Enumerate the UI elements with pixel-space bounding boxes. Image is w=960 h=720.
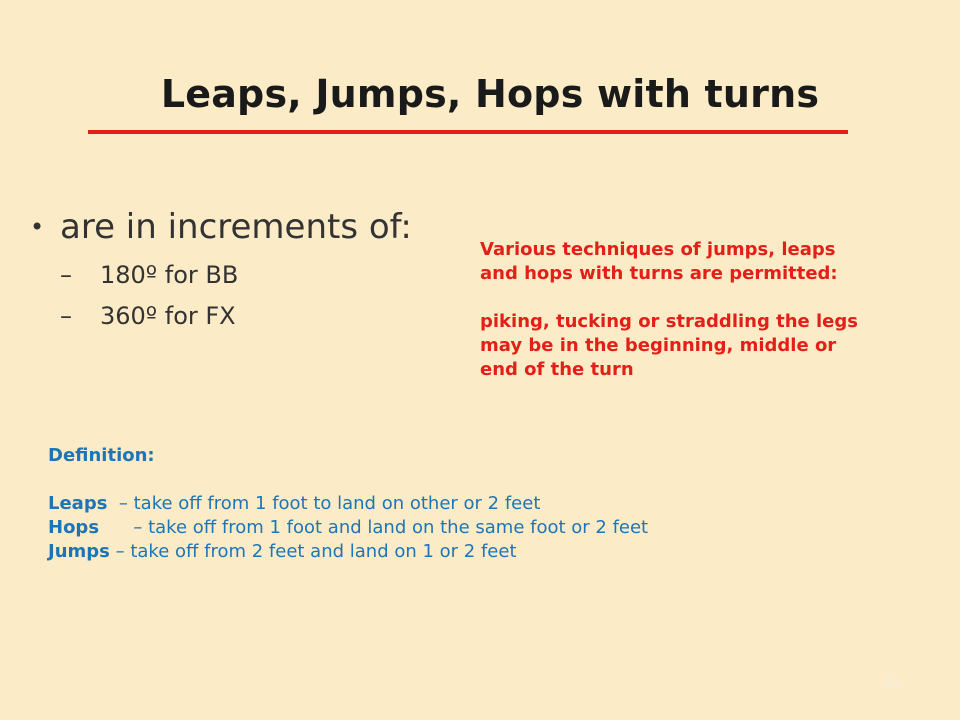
dash-icon: – bbox=[60, 302, 72, 330]
definition-row-leaps bbox=[48, 492, 648, 516]
definition-text: – take off from 1 foot to land on other or 2 feet bbox=[107, 493, 541, 514]
technique-note-paragraph-1: Various techniques of jumps, leaps and hops with turns are permitted: bbox=[480, 239, 838, 284]
definition-term: Leaps bbox=[48, 493, 108, 514]
technique-note-paragraph-2: piking, tucking or straddling the legs may be in the beginning, middle or end of the turn bbox=[480, 311, 858, 380]
slide-title: Leaps, Jumps, Hops with turns bbox=[160, 72, 820, 116]
definition-term: Hops bbox=[48, 517, 100, 538]
definition-heading: Definition: bbox=[48, 445, 155, 466]
sub-bullet-list bbox=[30, 257, 412, 334]
technique-note bbox=[480, 238, 940, 382]
title-underline bbox=[88, 130, 848, 134]
definition-row-jumps bbox=[48, 540, 648, 564]
sub-bullet-text: 180º for BB bbox=[100, 261, 239, 289]
definition-text: – take off from 2 feet and land on 1 or 2 feet bbox=[109, 541, 517, 562]
bullet-main-text: are in increments of: bbox=[60, 207, 412, 247]
definition-block bbox=[48, 444, 648, 564]
sub-bullet-item-bb bbox=[30, 257, 412, 293]
dash-icon: – bbox=[60, 261, 72, 289]
bullet-list bbox=[30, 205, 412, 339]
definition-row-hops bbox=[48, 516, 648, 540]
page-number: 92 bbox=[884, 676, 900, 690]
definition-text: – take off from 1 foot and land on the same foot or 2 feet bbox=[99, 517, 649, 538]
sub-bullet-item-fx bbox=[30, 298, 412, 334]
bullet-item-main bbox=[30, 205, 412, 249]
paragraph-spacer bbox=[480, 286, 940, 310]
bullet-dot-icon: • bbox=[30, 213, 45, 241]
definition-term: Jumps bbox=[48, 541, 110, 562]
sub-bullet-text: 360º for FX bbox=[100, 302, 236, 330]
